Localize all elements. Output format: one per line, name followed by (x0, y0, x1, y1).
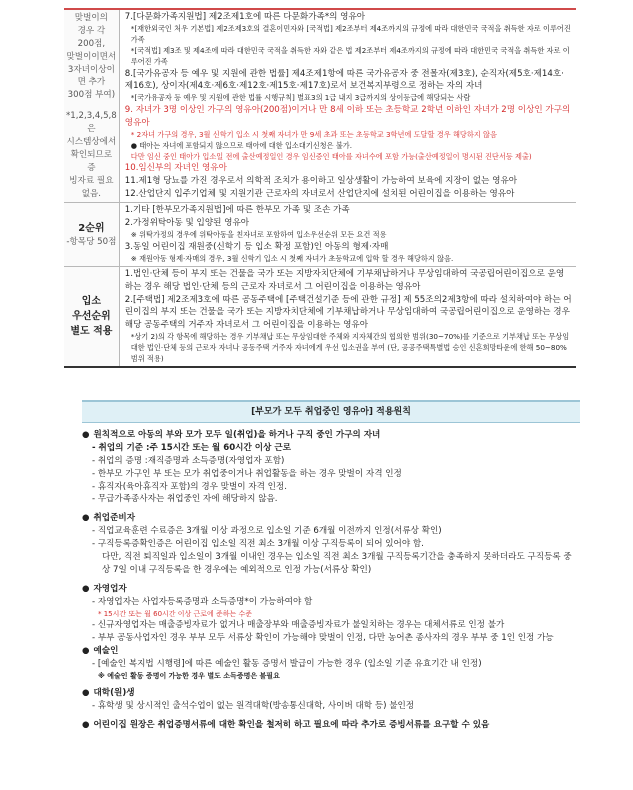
section-line: - 자영업자는 사업자등록증명과 소득증명*이 가능하여야 함 (92, 596, 313, 607)
label-line: 빙자료 필요 (69, 175, 114, 186)
item-note-highlight: 다만 임신 중인 태아가 입소일 전에 출산예정일인 경우 임신증인 태아를 자녀수에 포함 가능(출산예정일이 명시된 진단서등 제출) (130, 151, 532, 161)
section-heading: ● 원칙적으로 아동의 부와 모가 모두 일(취업)을 하거나 구직 중인 가구의 자녀 (82, 429, 580, 442)
section-line: - 직업교육훈련 수료증은 3개월 이상 과정으로 입소일 기준 6개월 이전까지 인정(서류상 확인) (92, 526, 442, 537)
item-note: *[국적법] 제3조 및 제4조에 따라 대한민국 국적을 취득한 자와 같은 법 제2조부터 제4조까지의 규정에 따라 대한민국 국적을 취득한 자로 이루어진 가족 (130, 45, 570, 66)
section-line: - 취업의 기준 :주 15시간 또는 월 60시간 이상 근로 (92, 442, 291, 453)
section-line: - 한부모 가구인 부 또는 모가 취업중이거나 취업활동을 하는 경우 맞벌이 자격 인정 (92, 468, 402, 479)
section-heading: ● 어린이집 원장은 취업증명서류에 대한 확인을 철저히 하고 필요에 따라 추가로 증빙서류를 요구할 수 있음 (82, 719, 580, 732)
item-text-highlight: 9. 자녀가 3명 이상인 가구의 영유아(200점)이거나 만 8세 이하 또는 초등학교 2학년 이하인 자녀가 2명 이상인 가구의 영유아 (124, 105, 571, 129)
label-line: 맞벌이의 (74, 13, 108, 23)
section-line: 다만, 직전 퇴직일과 입소일이 3개월 이내인 경우는 입소일 직전 최소 3개월 구직등록기간을 충족하지 못하더라도 구직등록 중 상 7일 이내 구직등록을 한 경우에는 예외적으로 인정 가능(서류상 확인) (102, 552, 572, 575)
label-line: 우선순위 (72, 310, 111, 322)
label-line: 시스템상에서 (66, 137, 117, 148)
item-text-highlight: 10.임신부의 자녀인 영유아 (124, 163, 227, 174)
section-heading: ● 취업준비자 (82, 512, 580, 525)
item-text: 8.[국가유공자 등 예우 및 지원에 관한 법률] 제4조제1항에 따른 국가유공자 중 전몰자(제3호), 순직자(제5호·제14호·제16호), 상이자(제4호·제6호·제12호·제15호·제17호)로서 보건복지부령으로 정하는 자의 자녀 (124, 68, 564, 92)
item-text: 2.[주택법] 제2조제3호에 따른 공동주택에 [주택건설기준 등에 관한 규정] 제 55조의2제3항에 따라 설치하여야 하는 어린이집의 부지 또는 건물을 국가 또는 지방자치단체에 기부채납하거나 무상임대하여 국공립어린이집으로 운영하는 경우 해당 공동주택의 거주자 자녀로서 그 어린이집을 이용하는 영유아 (124, 294, 572, 331)
row-content (119, 203, 576, 266)
label-line: 입소 (81, 295, 102, 307)
label-line: 없음. (81, 188, 102, 199)
item-text: 2.가정위탁아동 및 입양된 영유아 (124, 218, 250, 229)
label-line: 별도 적용 (70, 325, 113, 337)
label-line: 경우 각 (77, 25, 106, 36)
item-text: 12.산업단지 입주기업체 및 지원기관 근로자의 자녀로서 산업단지에 설치된 어린이집을 이용하는 영유아 (124, 189, 515, 200)
row-content (119, 266, 576, 366)
item-note-highlight: * 2자녀 가구의 경우, 3월 신학기 입소 시 첫째 자녀가 만 9세 초과 또는 초등학교 3학년에 도달할 경우 해당하지 않음 (130, 129, 497, 139)
item-text: 1.기타 [한부모가족지원법]에 따른 한부모 가족 및 조손 가족 (124, 205, 350, 216)
section-line: - 무급가족종사자는 취업중인 자에 해당하지 않음. (92, 494, 278, 505)
label-line: 확인되므로 증 (70, 149, 113, 173)
section-line: - 구직등록증확인증은 어린이집 입소일 직전 최소 3개월 이상 구직등록이 되어 있어야 함. (92, 539, 424, 550)
dual-income-rules-box (82, 400, 580, 732)
table-row (64, 9, 576, 203)
section-heading: ● 대학(원)생 (82, 687, 580, 700)
section-line: - 신규자영업자는 매출증빙자료가 없거나 매출장부와 매출증빙자료가 불일치하는 경우는 대체서류로 인정 불가 (92, 620, 505, 631)
row-content (119, 9, 576, 203)
section-line: - 휴학생 및 상시적인 출석수업이 없는 원격대학(방송통신대학, 사이버 대학 등) 불인정 (92, 701, 415, 712)
item-note: *[재한외국인 처우 기본법] 제2조제3호의 결혼이민자와 [국적법] 제2조부터 제4조까지의 규정에 따라 대한민국 국적을 취득한 자로 이루어진 가족 (130, 24, 571, 45)
item-note: *상기 2)의 각 항목에 해당하는 경우 기부채납 또는 무상임대한 주체와 지자체간의 협의한 범위(30~70%)를 기준으로 기부채납 또는 무상임대한 법인·단체 등의 근로자 자녀나 공동주택 거주자 자녀에게 우선 입소권을 부여 (단, 공공주택특별법 승인 신혼희망타운에 한해 50~80% 범위 적용) (130, 332, 570, 363)
row-label-special (64, 266, 119, 366)
label-spacer (66, 102, 117, 110)
item-note: ※ 재원아동 형제·자매의 경우, 3월 신학기 입소 시 첫째 자녀가 초등학교에 입학 할 경우 해당하지 않음. (130, 253, 454, 263)
rank-points: -항목당 50점 (66, 236, 117, 247)
section-heading: ● 예술인 (82, 645, 580, 658)
row-label-rank1-note (64, 9, 119, 203)
priority-table (64, 8, 576, 368)
item-text: 11.제1형 당뇨를 가진 경우로서 의학적 조치가 용이하고 일상생활이 가능하여 보육에 지장이 없는 영유아 (124, 176, 518, 187)
item-note: ※ 위탁가정의 경우에 위탁아동을 친자녀로 포함하여 입소우선순위 모든 요건 적용 (130, 230, 387, 240)
table-row (64, 266, 576, 366)
section-heading: ● 자영업자 (82, 583, 580, 596)
box-title: [부모가 모두 취업중인 영유아] 적용원칙 (82, 402, 580, 423)
label-line: *1,2,3,4,5,8은 (66, 111, 117, 135)
item-note: *[국가유공자 등 예우 및 지원에 관한 법률 시행규칙] 별표3의 1급 내지 3급까지의 상이등급에 해당되는 사람 (130, 93, 471, 103)
label-line: 맞벌이이면서 (66, 51, 117, 62)
label-line: 3자녀이상이 (67, 64, 115, 75)
section-line: - [예술인 복지법 시행령]에 따른 예술인 활동 증명서 발급이 가능한 경우 (입소일 기준 유효기간 내 인정) (92, 658, 482, 669)
label-line: 200점, (77, 38, 106, 49)
item-text: 1.법인·단체 등이 부지 또는 건물을 국가 또는 지방자치단체에 기부채납하거나 무상임대하여 국공립어린이집으로 운영하는 경우 해당 법인·단체 등의 근로자 자녀로서 그 어린이집을 이용하는 영유아 (124, 268, 565, 292)
item-text: 3.동일 어린이집 재원중(신학기 등 입소 확정 포함)인 아동의 형제·자매 (124, 242, 389, 253)
row-label-rank2 (64, 203, 119, 266)
section-line: - 휴직자(육아휴직자 포함)의 경우 맞벌이 자격 인정. (92, 481, 287, 492)
item-note: ● 태아는 자녀에 포함되지 않으므로 태아에 대한 입소대기신청은 불가. (130, 140, 353, 150)
section-line: - 부부 공동사업자인 경우 부부 모두 서류상 확인이 가능해야 맞벌이 인정, 다만 농어촌 종사자의 경우 부부 중 1인 인정 가능 (92, 632, 554, 643)
section-line: - 취업의 증명 :재직증명과 소득증명(자영업자 포함) (92, 455, 285, 466)
rank-title: 2순위 (78, 222, 105, 234)
label-line: 면 추가 (77, 77, 106, 88)
section-note: * 15시간 또는 월 60시간 이상 근로에 준하는 수준 (98, 609, 253, 618)
item-text: 7.[다문화가족지원법] 제2조제1호에 따른 다문화가족*의 영유아 (124, 12, 366, 23)
label-line: 300점 부여) (67, 90, 116, 101)
table-row (64, 203, 576, 266)
box-body (82, 423, 580, 732)
section-note: ※ 예술인 활동 증명이 가능한 경우 별도 소득증명은 불필요 (98, 671, 280, 680)
